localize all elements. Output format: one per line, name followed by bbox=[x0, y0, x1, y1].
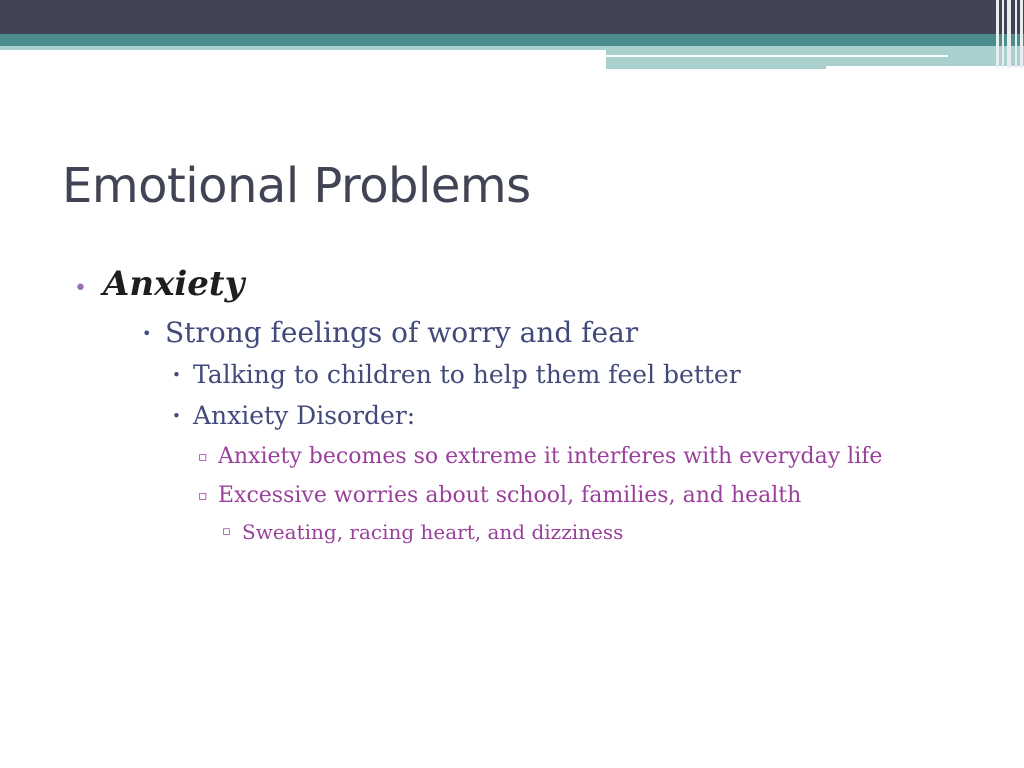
header-white-line bbox=[606, 55, 948, 57]
bullet-level4: ▫ bbox=[198, 488, 208, 504]
bullet-text-anxiety: Anxiety bbox=[103, 264, 245, 304]
bullet-level1: • bbox=[74, 276, 87, 301]
bullet-level4: ▫ bbox=[198, 449, 208, 465]
header-stripes bbox=[994, 0, 1024, 68]
header-light-line bbox=[0, 46, 606, 50]
bullet-text-sweating: Sweating, racing heart, and dizziness bbox=[242, 520, 624, 544]
bullet-text-extreme: Anxiety becomes so extreme it interferes with everyday life bbox=[218, 444, 883, 469]
bullet-level2: • bbox=[142, 324, 152, 343]
bullet-text-talking: Talking to children to help them feel better bbox=[193, 360, 741, 389]
slide-title: Emotional Problems bbox=[62, 158, 531, 214]
bullet-text-excessive: Excessive worries about school, families, and health bbox=[218, 483, 802, 508]
bullet-level3: • bbox=[172, 366, 181, 384]
bullet-level5: ▫ bbox=[222, 524, 231, 539]
bullet-text-strong-feelings: Strong feelings of worry and fear bbox=[165, 316, 639, 349]
header-light-underline bbox=[606, 66, 826, 69]
header-dark-band bbox=[0, 0, 1024, 34]
bullet-text-anxiety-disorder: Anxiety Disorder: bbox=[193, 401, 416, 430]
bullet-level3: • bbox=[172, 407, 181, 425]
header-teal-band bbox=[0, 34, 1024, 46]
